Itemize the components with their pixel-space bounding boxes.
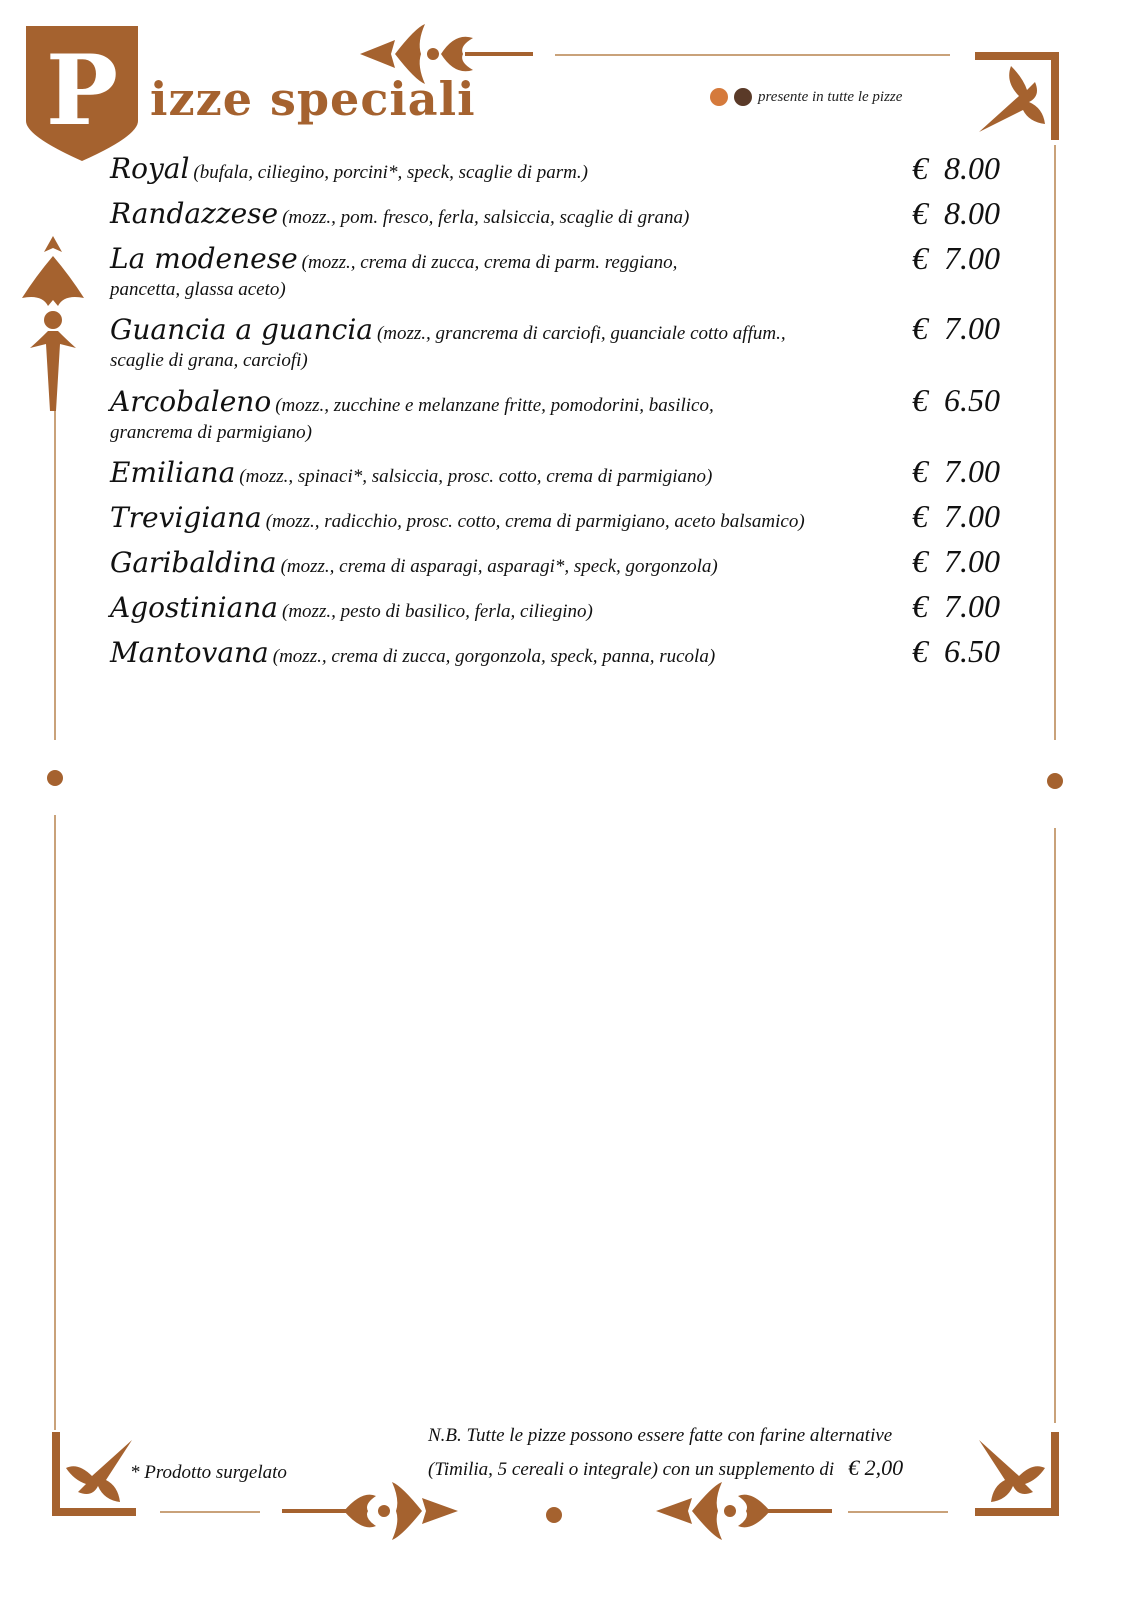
bottom-left-fleur-ornament [282, 1478, 462, 1544]
bottle-icon [734, 88, 752, 106]
page-title: izze speciali [150, 72, 476, 126]
item-name: Mantovana [110, 636, 269, 669]
menu-item-garibaldina [110, 546, 910, 579]
item-desc: (mozz., crema di zucca, crema di parm. reggiano, [301, 252, 678, 273]
item-desc-continued: grancrema di parmigiano) [110, 422, 312, 443]
bottom-right-fleur-ornament [652, 1478, 832, 1544]
menu-item-trevigiana [110, 501, 910, 534]
item-name: La modenese [110, 242, 298, 275]
top-right-corner-ornament [975, 52, 1059, 140]
menu-item-arcobaleno [110, 385, 910, 444]
alternative-flour-note [428, 1420, 988, 1486]
item-desc: (mozz., radicchio, prosc. cotto, crema di parmigiano, aceto balsamico) [265, 511, 805, 532]
note-line-2-text: (Timilia, 5 cereali o integrale) con un supplemento di [428, 1459, 835, 1480]
note-line-1: N.B. Tutte le pizze possono essere fatte con farine alternative [428, 1425, 893, 1446]
item-price: € 8.00 [912, 150, 1000, 186]
top-fleur-ornament [355, 18, 535, 90]
left-border-dot [47, 770, 63, 786]
item-name: Garibaldina [110, 546, 277, 579]
frozen-product-note: * Prodotto surgelato [130, 1462, 287, 1483]
left-border-line-lower [54, 815, 56, 1430]
right-border-line-upper [1054, 145, 1056, 740]
item-desc: (mozz., crema di asparagi, asparagi*, speck, gorgonzola) [280, 556, 718, 577]
legend-text: presente in tutte le pizze [758, 88, 903, 105]
item-price: € 6.50 [912, 382, 1000, 418]
item-price: € 7.00 [912, 240, 1000, 276]
item-desc: (mozz., pom. fresco, ferla, salsiccia, scaglie di grana) [282, 207, 690, 228]
bottom-border-line-right [848, 1511, 948, 1513]
item-desc: (mozz., zucchine e melanzane fritte, pomodorini, basilico, [275, 395, 714, 416]
item-desc: (mozz., spinaci*, salsiccia, prosc. cotto, crema di parmigiano) [239, 466, 713, 487]
item-price: € 7.00 [912, 588, 1000, 624]
item-price: € 7.00 [912, 498, 1000, 534]
right-border-line-lower [1054, 828, 1056, 1423]
menu-item-mantovana [110, 636, 910, 669]
menu-item-royal [110, 152, 910, 185]
menu-item-emiliana [110, 456, 910, 489]
item-price: € 8.00 [912, 195, 1000, 231]
menu-item-la-modenese [110, 242, 910, 301]
bottom-border-dot [546, 1507, 562, 1523]
title-initial: P [45, 34, 119, 147]
menu-item-agostiniana [110, 591, 910, 624]
item-desc-continued: pancetta, glassa aceto) [110, 279, 286, 300]
note-line-2 [428, 1452, 988, 1486]
item-price: € 7.00 [912, 310, 1000, 346]
bottom-left-corner-ornament [52, 1432, 136, 1516]
item-price: € 7.00 [912, 543, 1000, 579]
item-name: Royal [110, 152, 190, 185]
item-desc: (bufala, ciliegino, porcini*, speck, scaglie di parm.) [193, 162, 588, 183]
item-name: Emiliana [110, 456, 236, 489]
supplement-price: € 2,00 [848, 1455, 904, 1480]
left-side-ornament [18, 236, 88, 411]
item-price: € 6.50 [912, 633, 1000, 669]
item-name: Guancia a guancia [110, 313, 373, 346]
ingredient-legend [710, 88, 902, 106]
bottom-border-line-left [160, 1511, 260, 1513]
item-name: Agostiniana [110, 591, 278, 624]
wheat-icon [710, 88, 728, 106]
left-border-line-upper [54, 410, 56, 740]
title-shield-ornament [26, 26, 141, 161]
item-name: Trevigiana [110, 501, 262, 534]
item-price: € 7.00 [912, 453, 1000, 489]
item-desc-continued: scaglie di grana, carciofi) [110, 350, 308, 371]
item-name: Arcobaleno [110, 385, 272, 418]
menu-item-randazzese [110, 197, 910, 230]
item-desc: (mozz., grancrema di carciofi, guanciale cotto affum., [376, 323, 786, 344]
menu-item-guancia-a-guancia [110, 313, 910, 372]
item-desc: (mozz., crema di zucca, gorgonzola, speck, panna, rucola) [272, 646, 716, 667]
right-border-dot [1047, 773, 1063, 789]
item-desc: (mozz., pesto di basilico, ferla, ciliegino) [282, 601, 593, 622]
item-name: Randazzese [110, 197, 279, 230]
top-border-line [555, 54, 950, 56]
